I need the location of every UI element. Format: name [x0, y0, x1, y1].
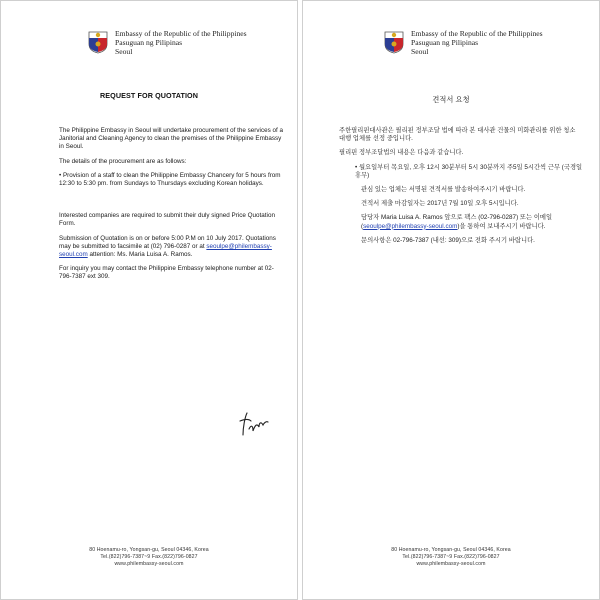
email-link[interactable]: seoulpe@philembassy-seoul.com	[59, 242, 272, 259]
submission-attention: attention: Ms. Maria Luisa A. Ramos.	[87, 251, 193, 259]
letterhead	[383, 29, 543, 56]
footer-phone: Tel.(822)796-7387~9 Fax.(822)796-0827	[100, 554, 198, 561]
signature-icon	[237, 409, 277, 441]
letter-body	[59, 127, 285, 288]
letter-body	[339, 127, 583, 251]
paragraph-provision: • Provision of a staff to clean the Philippine Embassy Chancery for 5 hours from 12:30 to 5:30 pm. from Sundays to Thursdays excluding Korean holidays.	[59, 171, 281, 188]
footer-website: www.philembassy-seoul.com	[416, 561, 486, 568]
paragraph-deadline: 견적서 제출 마감일자는 2017년 7월 10일 오후 5시입니다.	[361, 200, 519, 208]
submission-text: 담당자 Maria Luisa A. Ramos 앞으로 팩스 (02-796-0287) 또는 이메일 (	[361, 214, 553, 230]
philippine-seal-icon	[383, 30, 405, 54]
paragraph-interested: 관심 있는 업체는 서명된 견적서를 발송하여주시기 바랍니다.	[361, 186, 526, 194]
letterhead-line-2: Pasuguan ng Pilipinas	[115, 38, 183, 47]
letterhead	[87, 29, 247, 56]
letterhead-line-1: Embassy of the Republic of the Philippines	[115, 29, 247, 38]
footer-address: 80 Hoenamu-ro, Yongsan-gu, Seoul 04346, Korea	[89, 547, 209, 553]
paragraph-provision: • 월요일부터 목요일, 오후 12시 30분부터 5시 30분까지 주5일 5시간씩 근무 (국경일 휴무)	[355, 163, 583, 179]
submission-text: Submission of Quotation is on or before 5:00 P.M on 10 July 2017. Quotations may be submitted to facsimile at (02) 796-0287 or at	[59, 234, 276, 250]
letterhead-line-2: Pasuguan ng Pilipinas	[411, 38, 479, 47]
page-footer	[303, 547, 599, 569]
footer-address: 80 Hoenamu-ro, Yongsan-gu, Seoul 04346, Korea	[391, 547, 511, 553]
email-link[interactable]: seoulpe@philembassy-seoul.com	[363, 222, 458, 230]
page-title: REQUEST FOR QUOTATION	[99, 91, 199, 100]
paragraph-submission	[339, 214, 583, 230]
korean-letter-page	[302, 0, 600, 600]
page-footer	[1, 547, 297, 569]
paragraph-inquiry: For inquiry you may contact the Philippine Embassy telephone number at 02-796-7387 ext 309.	[59, 265, 274, 281]
letterhead-line-3: Seoul	[115, 47, 133, 56]
philippine-seal-icon	[87, 30, 109, 54]
page-title: 견적서 요청	[432, 95, 470, 104]
paragraph-submission	[59, 235, 285, 260]
paragraph-details: The details of the procurement are as follows:	[59, 157, 187, 165]
footer-phone: Tel.(822)796-7387~9 Fax.(822)796-0827	[402, 554, 500, 561]
english-letter-page	[0, 0, 298, 600]
letterhead-line-1: Embassy of the Republic of the Philippines	[411, 29, 543, 38]
footer-website: www.philembassy-seoul.com	[114, 561, 184, 568]
letterhead-line-3: Seoul	[411, 47, 429, 56]
paragraph-interested: Interested companies are required to submit their duly signed Price Quotation Form.	[59, 212, 275, 228]
paragraph-inquiry: 문의사항은 02-796-7387 (내선: 309)으로 전화 주시기 바랍니다.	[361, 236, 535, 244]
paragraph-intro: The Philippine Embassy in Seoul will undertake procurement of the services of a Janitorial and Cleaning Agency to clean the premises of the Philippine Embassy in Seoul.	[59, 127, 284, 151]
paragraph-details: 필리핀 정부조달법의 내용은 다음과 같습니다.	[339, 149, 464, 157]
submission-end: )을 통하여 보내주시기 바랍니다.	[457, 222, 546, 230]
paragraph-intro: 주한필리핀대사관은 필리핀 정부조달 법에 따라 본 대사관 건물의 미화관리를 위한 청소 대행 업체를 선정 중입니다.	[339, 127, 576, 143]
